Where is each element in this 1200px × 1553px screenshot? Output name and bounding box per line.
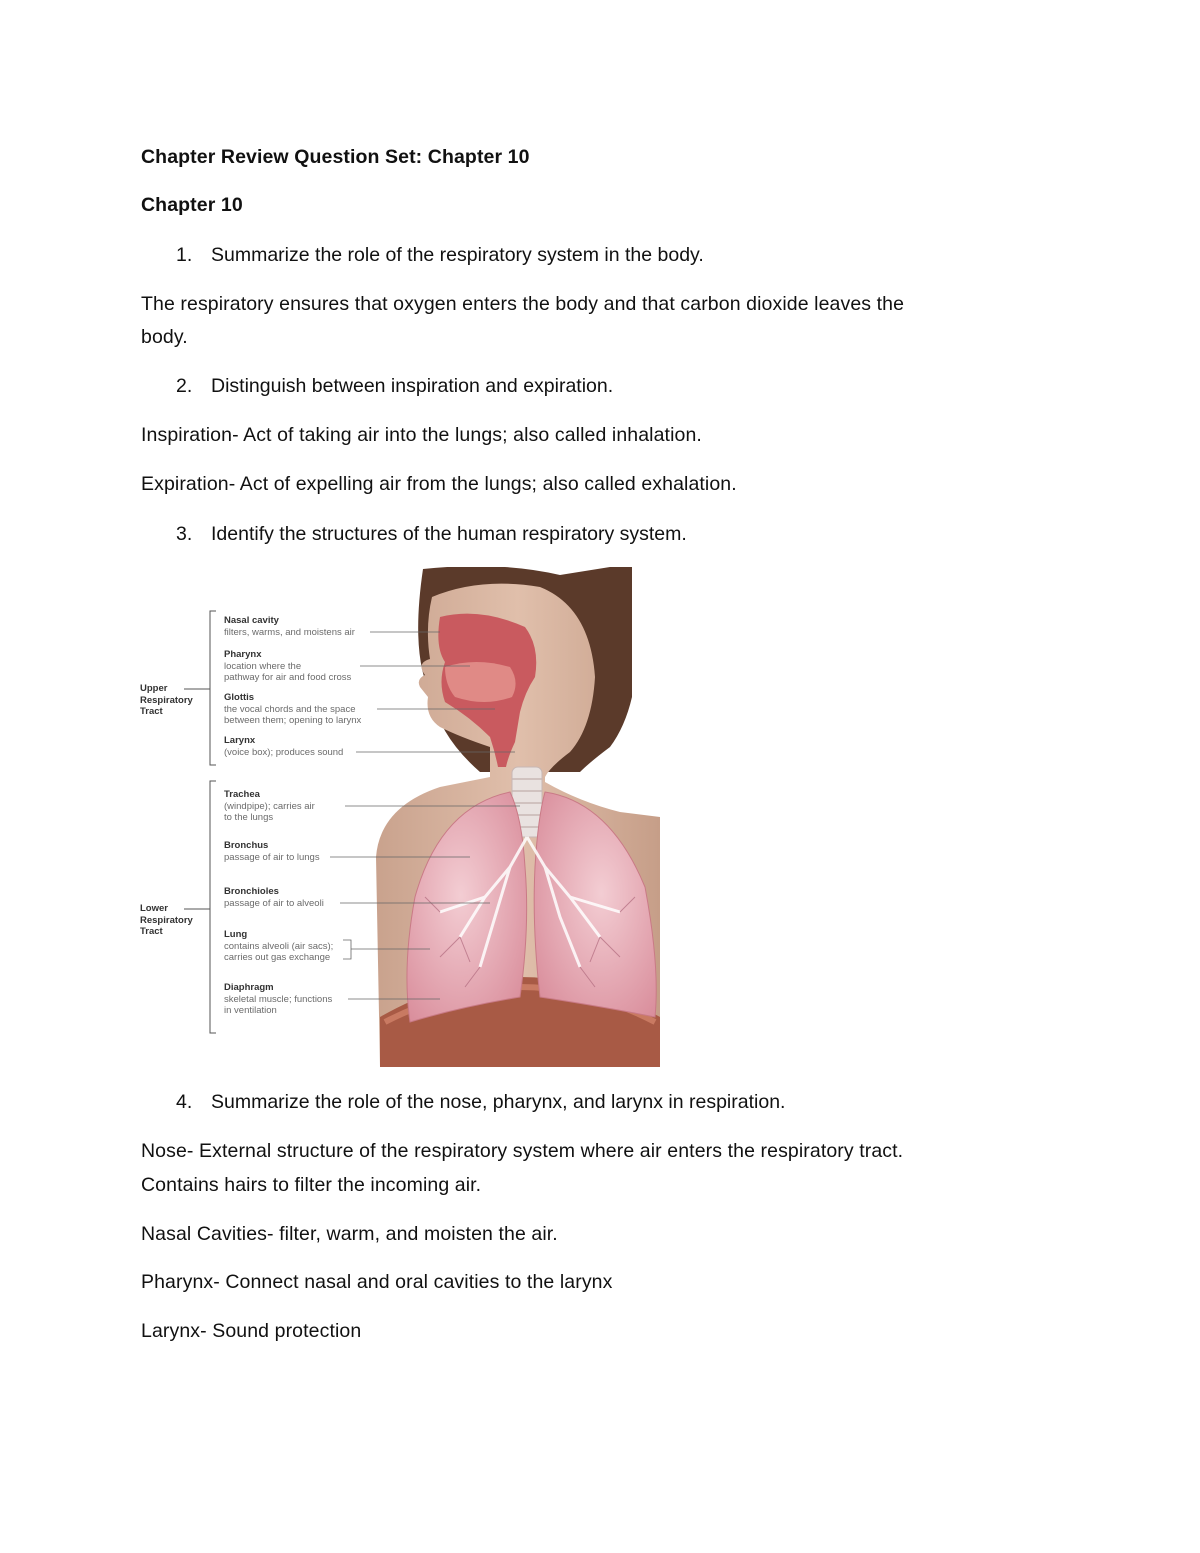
page-title: Chapter Review Question Set: Chapter 10 [141,146,530,168]
respiratory-system-figure [140,567,660,1067]
question-1-number: 1. [176,244,193,266]
upper-tract-label: Upper Respiratory Tract [140,683,193,717]
question-4-number: 4. [176,1091,193,1113]
respiratory-illustration [140,567,660,1067]
answer-4-pharynx: Pharynx- Connect nasal and oral cavities to the larynx [141,1271,613,1293]
label-diaphragm: Diaphragm skeletal muscle; functions in ventilation [224,982,333,1016]
label-bronchus: Bronchus passage of air to lungs [224,840,320,863]
label-glottis: Glottis the vocal chords and the space between them; opening to larynx [224,692,362,726]
question-2-text: Distinguish between inspiration and expiration. [211,375,614,397]
label-nasal-cavity: Nasal cavity filters, warms, and moistens air [224,615,355,638]
answer-1-line-2: body. [141,326,188,348]
label-bronchioles: Bronchioles passage of air to alveoli [224,886,324,909]
answer-1-line-1: The respiratory ensures that oxygen enters the body and that carbon dioxide leaves the [141,293,905,315]
label-trachea: Trachea (windpipe); carries air to the lungs [224,789,315,823]
label-larynx: Larynx (voice box); produces sound [224,735,344,758]
label-lung: Lung contains alveoli (air sacs); carries out gas exchange [224,929,334,963]
answer-4-larynx: Larynx- Sound protection [141,1320,362,1342]
answer-2-inspiration: Inspiration- Act of taking air into the lungs; also called inhalation. [141,424,702,446]
answer-4-nose-line-1: Nose- External structure of the respiratory system where air enters the respiratory tract. [141,1140,904,1162]
label-pharynx: Pharynx location where the pathway for air and food cross [224,649,352,683]
question-3-number: 3. [176,523,193,545]
lower-tract-label: Lower Respiratory Tract [140,903,193,937]
answer-4-nose-line-2: Contains hairs to filter the incoming air. [141,1174,482,1196]
section-heading: Chapter 10 [141,194,243,216]
question-4-text: Summarize the role of the nose, pharynx, and larynx in respiration. [211,1091,786,1113]
question-2-number: 2. [176,375,193,397]
answer-2-expiration: Expiration- Act of expelling air from the lungs; also called exhalation. [141,473,737,495]
question-3-text: Identify the structures of the human respiratory system. [211,523,687,545]
question-1-text: Summarize the role of the respiratory system in the body. [211,244,704,266]
answer-4-nasal-cavities: Nasal Cavities- filter, warm, and moisten the air. [141,1223,558,1245]
